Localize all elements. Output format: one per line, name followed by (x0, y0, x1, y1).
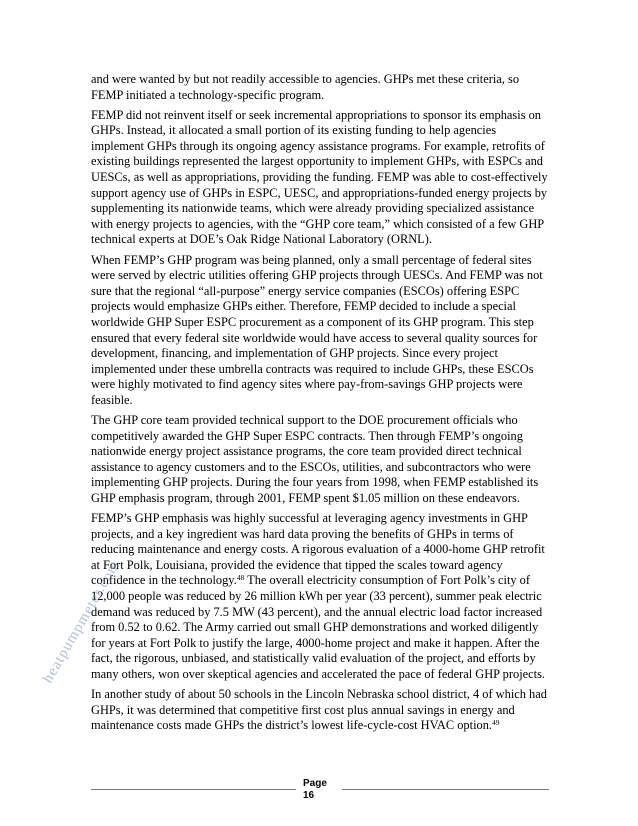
page-number: 16 (303, 790, 315, 801)
footer-rule-left (91, 789, 296, 790)
paragraph-4: The GHP core team provided technical support to the DOE procurement officials who competitively awarded the GHP Super ESPC contracts. Then through FEMP’s ongoing nationwide energy project assistance programs, the core team provided direct technical assistance to agency customers and to the ESCOs, utilities, and subcontractors who were implementing GHP projects. During the four years from 1998, when FEMP established its GHP emphasis program, through 2001, FEMP spent $1.05 million on these endeavors. (91, 412, 539, 505)
paragraph-5 (91, 511, 549, 683)
footnote-ref-49[interactable]: 49 (492, 718, 500, 728)
page-label: Page (303, 778, 327, 789)
paragraph-6 (91, 687, 549, 734)
document-body (91, 72, 549, 738)
footer-rule-right (342, 789, 549, 790)
watermark-text: heatpumpmeter.com (40, 557, 124, 686)
paragraph-6-text: In another study of about 50 schools in the Lincoln Nebraska school district, 4 of which had GHPs, it was determined that competitive first cost plus annual savings in energy and maintenance costs made GHPs the district’s lowest life-cycle-cost HVAC option. (91, 687, 547, 733)
paragraph-1: and were wanted by but not readily accessible to agencies. GHPs met these criteria, so FEMP initiated a technology-specific program. (91, 72, 520, 102)
paragraph-5-text-b: The overall electricity consumption of Fort Polk’s city of 12,000 people was reduced by 26 million kWh per year (33 percent), summer peak electric demand was reduced by 7.5 MW (43 percent), and the annual electric load factor increased from 0.52 to 0.62. The Army carried out small GHP demonstrations and worked diligently for years at Fort Polk to justify the large, 4000-home project and make it happen. After the fact, the rigorous, unbiased, and statistically valid evaluation of the project, and efforts by many others, won over skeptical agencies and accelerated the pace of federal GHP projects. (91, 573, 546, 681)
paragraph-5-text-a: FEMP’s GHP emphasis was highly successful at leveraging agency investments in GHP projects, and a key ingredient was hard data proving the benefits of GHPs in terms of reducing maintenance and energy costs. A rigorous evaluation of a 4000-home GHP retrofit at Fort Polk, Louisiana, provided the evidence that tipped the scales toward agency confidence in the technology. (91, 511, 545, 588)
paragraph-2: FEMP did not reinvent itself or seek incremental appropriations to sponsor its emphasis on GHPs. Instead, it allocated a small portion of its existing funding to help agencies implement GHPs through its ongoing agency assistance programs. For example, retrofits of existing buildings represented the largest opportunity to implement GHPs, with ESPCs and UESCs, as well as appropriations, providing the funding. FEMP was able to cost-effectively support agency use of GHPs in ESPC, UESC, and appropriations-funded energy projects by supplementing its nationwide teams, which were already providing specialized assistance with energy projects to agencies, with the “GHP core team,” which consisted of a few GHP technical experts at DOE’s Oak Ridge National Laboratory (ORNL). (91, 107, 548, 247)
footnote-ref-48[interactable]: 48 (236, 573, 245, 583)
paragraph-3: When FEMP’s GHP program was being planned, only a small percentage of federal sites were served by electric utilities offering GHP projects through UESCs. And FEMP was not sure that the regional “all-purpose” energy service companies (ESCOs) offering ESPC projects would emphasize GHPs either. Therefore, FEMP decided to include a special worldwide GHP Super ESPC procurement as a component of its GHP program. This step ensured that every federal site worldwide would have access to several quality sources for development, financing, and implementation of GHP projects. Since every project implemented under these umbrella contracts was required to include GHPs, these ESCOs were highly motivated to find agency sites where pay-from-savings GHP projects were feasible. (91, 252, 543, 407)
page-number-block (303, 778, 339, 802)
